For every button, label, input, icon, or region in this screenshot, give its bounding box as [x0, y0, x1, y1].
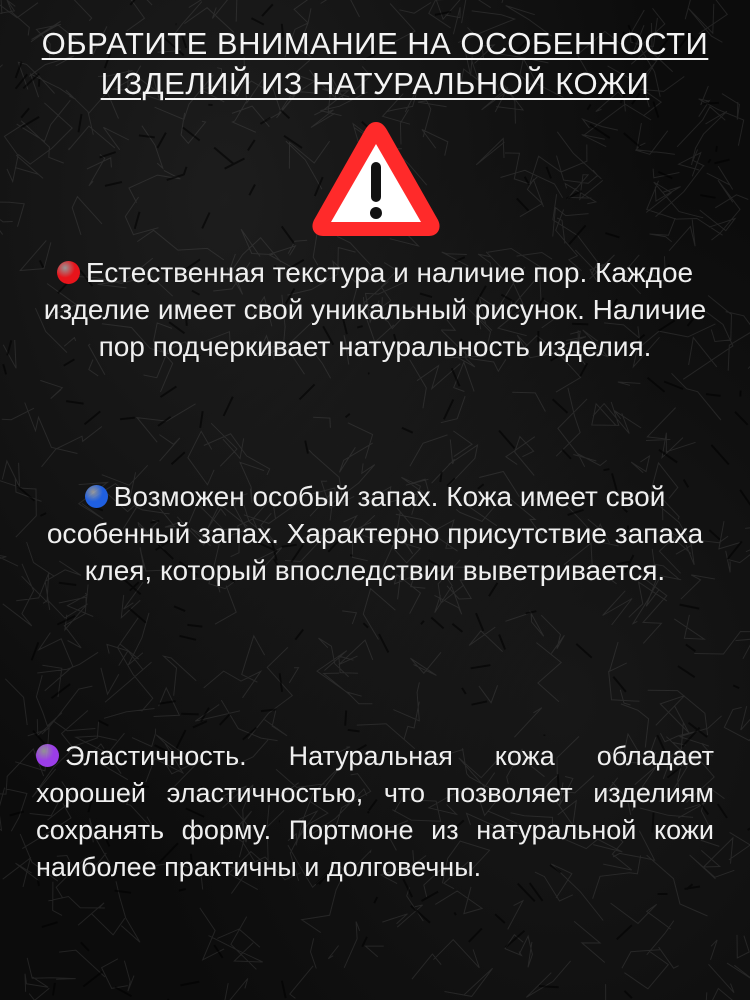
feature-elasticity [36, 738, 714, 886]
feature-texture [36, 254, 714, 365]
feature-smell [36, 478, 714, 589]
page-title [0, 24, 750, 104]
blue-circle-icon [85, 485, 108, 508]
title-line-1: ОБРАТИТЕ ВНИМАНИЕ НА ОСОБЕННОСТИ [41, 26, 709, 61]
feature-smell-text: Возможен особый запах. Кожа имеет свой особенный запах. Характерно присутствие запаха клея, который впоследствии выветривается. [46, 481, 704, 586]
red-circle-icon [57, 261, 80, 284]
feature-elasticity-text: Эластичность. Натуральная кожа обладает хорошей эластичностью, что позволяет изделиям сохранять форму. Портмоне из натуральной кожи наиболее практичны и долговечны. [36, 741, 714, 882]
feature-texture-text: Естественная текстура и наличие пор. Каждое изделие имеет свой уникальный рисунок. Наличие пор подчеркивает натуральность изделия. [43, 257, 707, 362]
warning-triangle-icon [309, 118, 443, 240]
purple-circle-icon [36, 744, 59, 767]
title-line-2: ИЗДЕЛИЙ ИЗ НАТУРАЛЬНОЙ КОЖИ [100, 66, 650, 101]
